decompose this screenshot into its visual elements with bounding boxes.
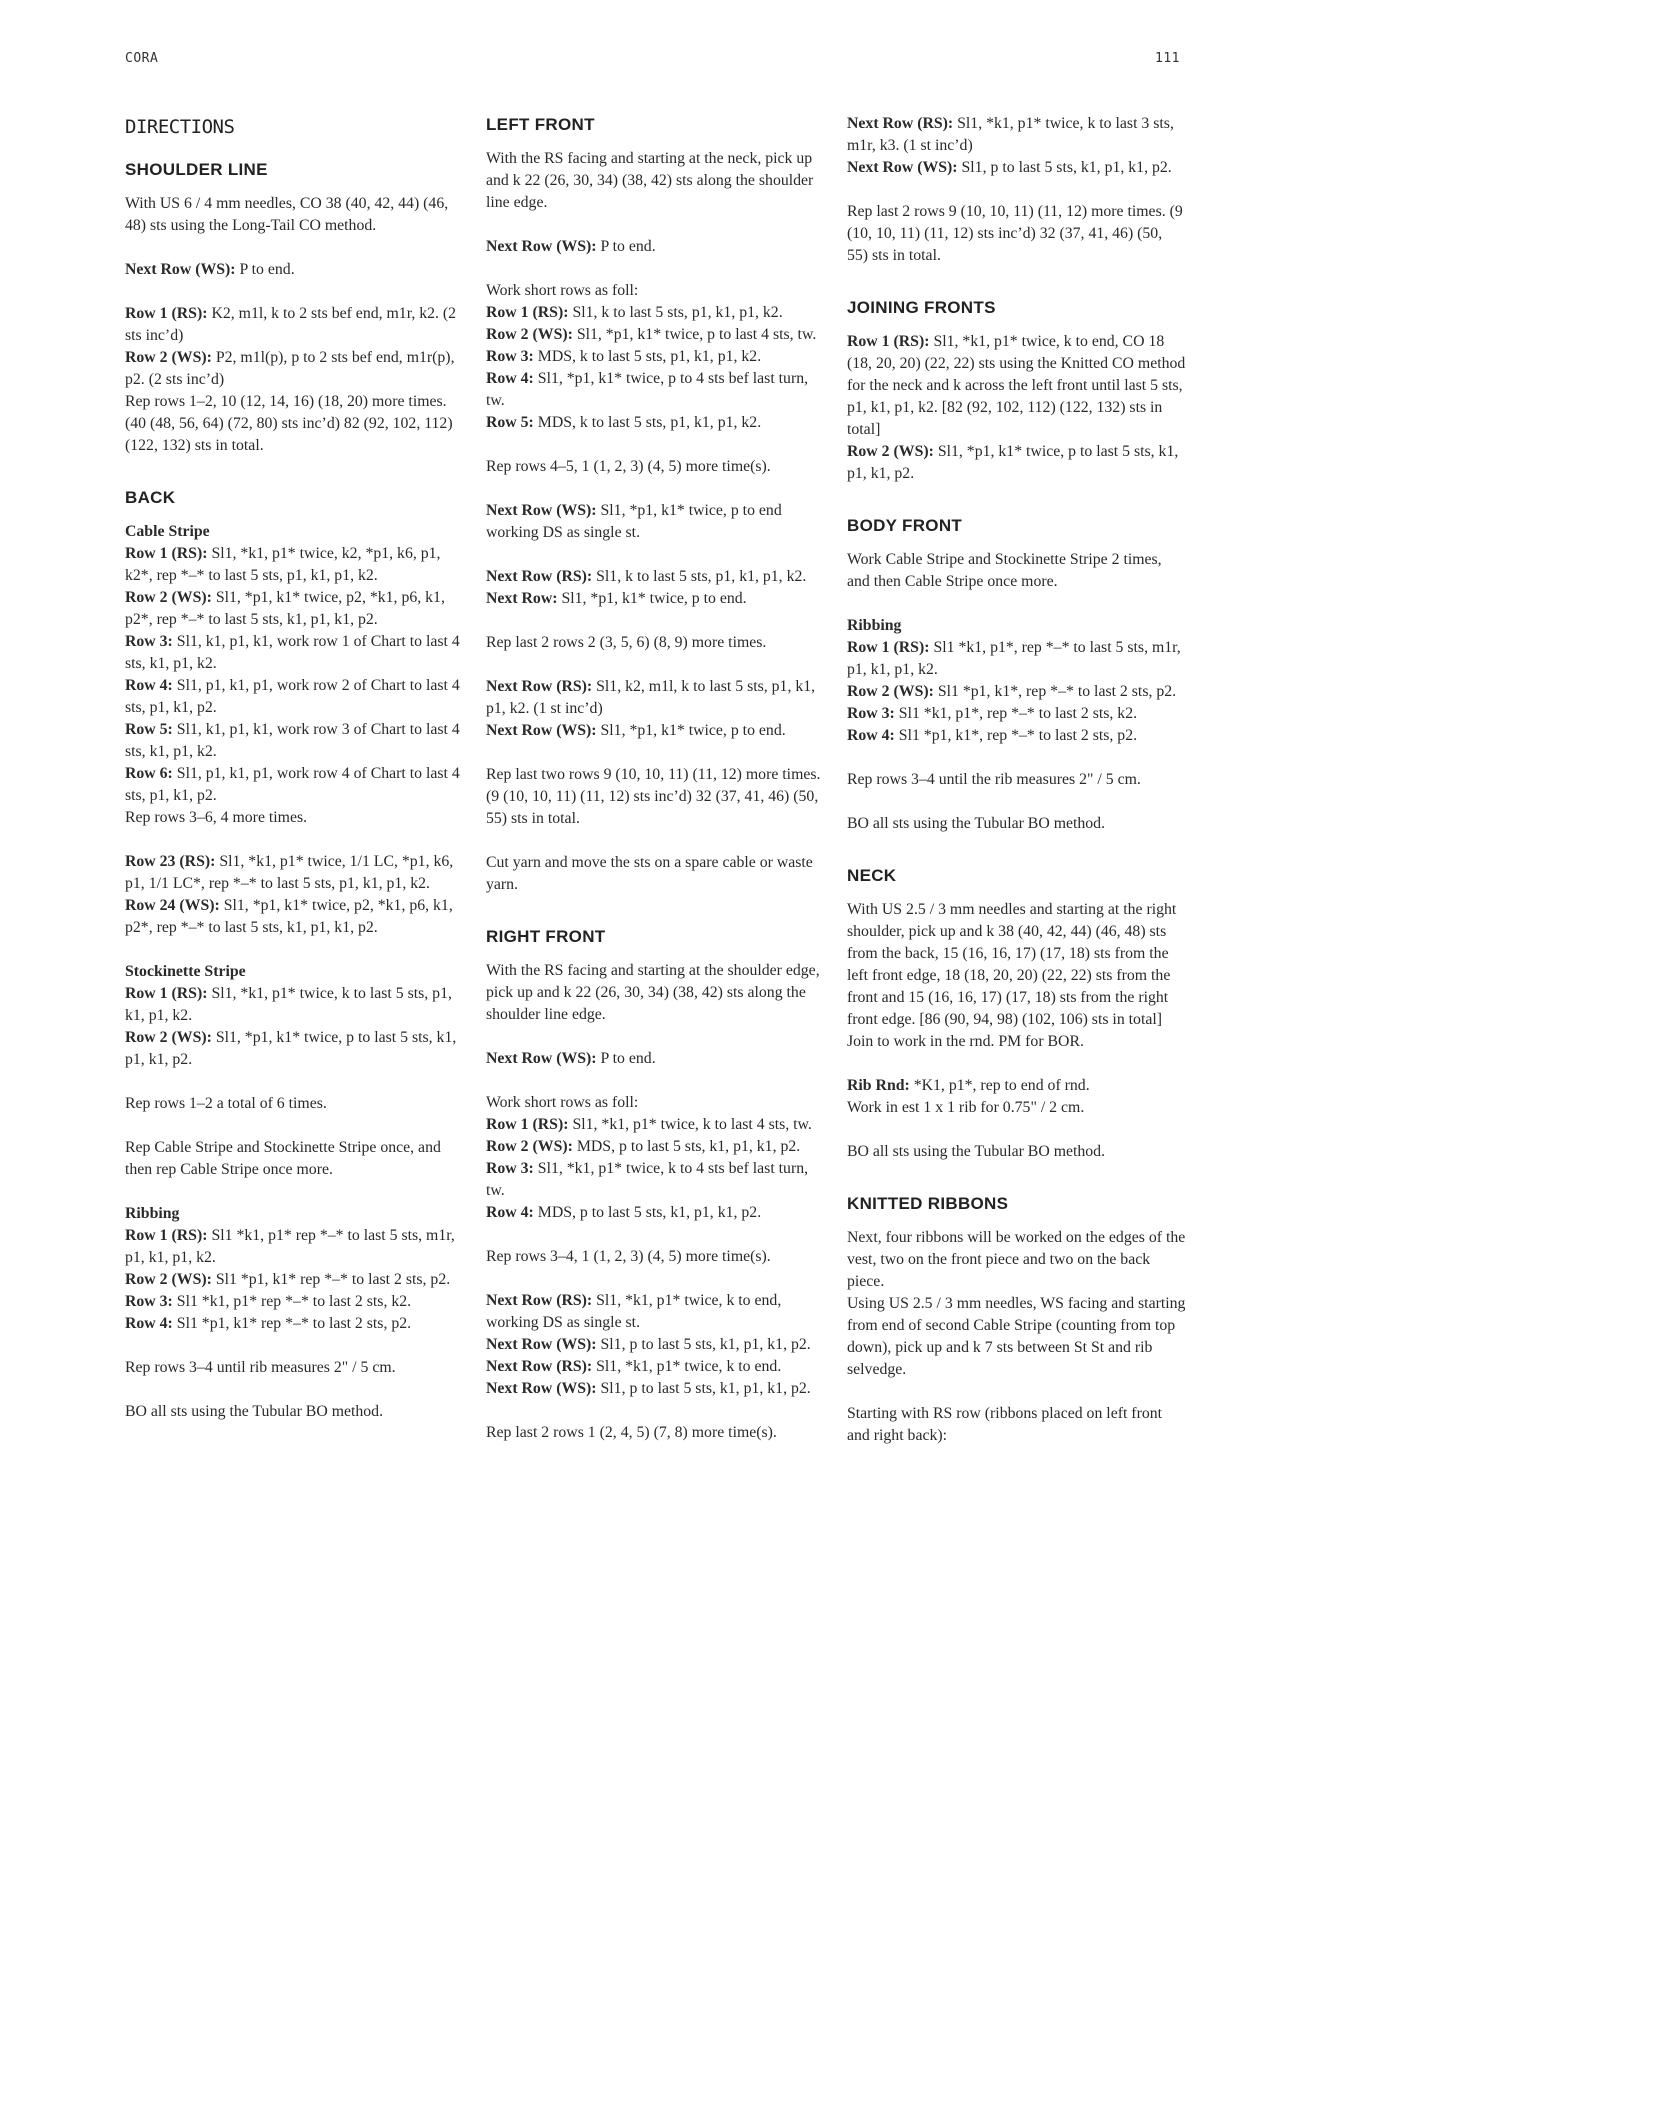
instruction-row: Row 5: MDS, k to last 5 sts, p1, k1, p1, k2. — [486, 414, 762, 431]
directions-heading: DIRECTIONS — [125, 116, 235, 138]
ribbing-subheading: Ribbing — [125, 1205, 180, 1222]
cut-yarn-note: Cut yarn and move the sts on a spare cable or waste yarn. — [486, 854, 813, 893]
instruction-row: Row 2 (WS): Sl1, *p1, k1* twice, p to last 4 sts, tw. — [486, 326, 817, 343]
instruction-row: Next Row (WS): Sl1, p to last 5 sts, k1, p1, k1, p2. — [847, 159, 1172, 176]
instruction-repeat: Rep last 2 rows 9 (10, 10, 11) (11, 12) more times. (9 (10, 10, 11) (11, 12) sts inc’d) 32 (37, 41, 46) (50, 55) sts in total. — [847, 203, 1183, 264]
instruction-repeat: Rep rows 1–2 a total of 6 times. — [125, 1095, 327, 1112]
instruction-repeat: Rep rows 3–4 until the rib measures 2" / 5 cm. — [847, 771, 1141, 788]
back-heading: BACK — [125, 488, 176, 507]
page-number: 111 — [1155, 51, 1180, 66]
bind-off-note: BO all sts using the Tubular BO method. — [847, 1143, 1106, 1160]
instruction-repeat: Rep last two rows 9 (10, 10, 11) (11, 12) more times. (9 (10, 10, 11) (11, 12) sts inc’d) 32 (37, 41, 46) (50, 55) sts in total. — [486, 766, 821, 827]
instruction-repeat: Rep rows 4–5, 1 (1, 2, 3) (4, 5) more time(s). — [486, 458, 771, 475]
instruction-row: Next Row (RS): Sl1, k2, m1l, k to last 5 sts, p1, k1, p1, k2. (1 st inc’d) — [486, 678, 816, 717]
instruction-repeat: Rep Cable Stripe and Stockinette Stripe once, and then rep Cable Stripe once more. — [125, 1139, 441, 1178]
instruction-row: Next Row (RS): Sl1, k to last 5 sts, p1, k1, p1, k2. — [486, 568, 807, 585]
instruction-row: Row 5: Sl1, k1, p1, k1, work row 3 of Chart to last 4 sts, k1, p1, k2. — [125, 721, 460, 760]
instruction-row: Next Row (WS): P to end. — [486, 1050, 656, 1067]
neck-intro: With US 2.5 / 3 mm needles and starting at the right shoulder, pick up and k 38 (40, 42, 44) (46, 48) sts from the back, 15 (16, 16, 17) (17, 18) sts from the left front edge, 18 (18, 20, 20) (22, 22) sts from the front and 15 (16, 16, 17) (17, 18) sts from the right front edge. [86 (90, 94, 98) (102, 106) sts in total] — [847, 901, 1177, 1028]
shoulder-line-heading: SHOULDER LINE — [125, 160, 268, 179]
instruction-row: Next Row (WS): Sl1, *p1, k1* twice, p to end. — [486, 722, 786, 739]
instruction-row: Row 6: Sl1, p1, k1, p1, work row 4 of Chart to last 4 sts, p1, k1, p2. — [125, 765, 460, 804]
body-front-intro: Work Cable Stripe and Stockinette Stripe 2 times, and then Cable Stripe once more. — [847, 551, 1162, 590]
cable-stripe-subheading: Cable Stripe — [125, 523, 210, 540]
instruction-row: Row 4: Sl1, *p1, k1* twice, p to 4 sts bef last turn, tw. — [486, 370, 809, 409]
instruction-row: Row 1 (RS): Sl1 *k1, p1*, rep *–* to last 5 sts, m1r, p1, k1, p1, k2. — [847, 639, 1181, 678]
instruction-row: Row 2 (WS): P2, m1l(p), p to 2 sts bef end, m1r(p), p2. (2 sts inc’d) — [125, 349, 455, 388]
instruction-row: Next Row: Sl1, *p1, k1* twice, p to end. — [486, 590, 747, 607]
instruction-row: Row 2 (WS): Sl1, *p1, k1* twice, p to last 5 sts, k1, p1, k1, p2. — [847, 443, 1179, 482]
instruction-row: Next Row (WS): P to end. — [125, 261, 295, 278]
instruction-row: Row 1 (RS): Sl1, *k1, p1* twice, k to last 4 sts, tw. — [486, 1116, 812, 1133]
right-front-intro: With the RS facing and starting at the shoulder edge, pick up and k 22 (26, 30, 34) (38, 42) sts along the shoulder line edge. — [486, 962, 820, 1023]
instruction-repeat: Rep last 2 rows 2 (3, 5, 6) (8, 9) more times. — [486, 634, 767, 651]
instruction-row: Next Row (WS): Sl1, p to last 5 sts, k1, p1, k1, p2. — [486, 1380, 811, 1397]
running-head-title: CORA — [125, 51, 159, 66]
instruction-row: Row 2 (WS): MDS, p to last 5 sts, k1, p1, k1, p2. — [486, 1138, 801, 1155]
ribbons-intro: Next, four ribbons will be worked on the edges of the vest, two on the front piece and two on the back piece. — [847, 1229, 1186, 1290]
instruction-row: Row 3: Sl1 *k1, p1*, rep *–* to last 2 sts, k2. — [847, 705, 1138, 722]
instruction-repeat: Rep rows 1–2, 10 (12, 14, 16) (18, 20) more times. (40 (48, 56, 64) (72, 80) sts inc’d) 82 (92, 102, 112) (122, 132) sts in total. — [125, 393, 453, 454]
instruction-row: Next Row (RS): Sl1, *k1, p1* twice, k to end, working DS as single st. — [486, 1292, 782, 1331]
instruction-row: Next Row (RS): Sl1, *k1, p1* twice, k to last 3 sts, m1r, k3. (1 st inc’d) — [847, 115, 1174, 154]
knitted-ribbons-heading: KNITTED RIBBONS — [847, 1194, 1009, 1213]
short-rows-note: Work short rows as foll: — [486, 1094, 639, 1111]
instruction-row: Row 2 (WS): Sl1, *p1, k1* twice, p to last 5 sts, k1, p1, k1, p2. — [125, 1029, 457, 1068]
instruction-row: Next Row (WS): Sl1, p to last 5 sts, k1, p1, k1, p2. — [486, 1336, 811, 1353]
neck-heading: NECK — [847, 866, 897, 885]
instruction-row: Row 1 (RS): Sl1, *k1, p1* twice, k2, *p1, k6, p1, k2*, rep *–* to last 5 sts, p1, k1, p1, k2. — [125, 545, 441, 584]
instruction-row: Rib Rnd: *K1, p1*, rep to end of rnd. — [847, 1077, 1090, 1094]
instruction-row: Row 4: MDS, p to last 5 sts, k1, p1, k1, p2. — [486, 1204, 762, 1221]
instruction-row: Row 24 (WS): Sl1, *p1, k1* twice, p2, *k1, p6, k1, p2*, rep *–* to last 5 sts, k1, p1, k1, p2. — [125, 897, 453, 936]
instruction-row: Row 3: Sl1, k1, p1, k1, work row 1 of Chart to last 4 sts, k1, p1, k2. — [125, 633, 460, 672]
column-3 — [847, 113, 1187, 1447]
ribbons-start-note: Starting with RS row (ribbons placed on left front and right back): — [847, 1405, 1163, 1444]
instruction-row: Row 1 (RS): Sl1 *k1, p1* rep *–* to last 5 sts, m1r, p1, k1, p1, k2. — [125, 1227, 455, 1266]
instruction-repeat: Rep last 2 rows 1 (2, 4, 5) (7, 8) more time(s). — [486, 1424, 777, 1441]
instruction-repeat: Rep rows 3–6, 4 more times. — [125, 809, 308, 826]
instruction-row: Row 3: Sl1, *k1, p1* twice, k to 4 sts bef last turn, tw. — [486, 1160, 809, 1199]
joining-fronts-heading: JOINING FRONTS — [847, 298, 996, 317]
shoulder-line-intro: With US 6 / 4 mm needles, CO 38 (40, 42, 44) (46, 48) sts using the Long-Tail CO method. — [125, 195, 449, 234]
instruction-row: Next Row (WS): P to end. — [486, 238, 656, 255]
instruction-row: Row 4: Sl1 *p1, k1* rep *–* to last 2 sts, p2. — [125, 1315, 412, 1332]
column-2 — [486, 113, 826, 1444]
instruction-row: Row 2 (WS): Sl1, *p1, k1* twice, p2, *k1, p6, k1, p2*, rep *–* to last 5 sts, k1, p1, k1, p2. — [125, 589, 445, 628]
instruction-repeat: Rep rows 3–4, 1 (1, 2, 3) (4, 5) more time(s). — [486, 1248, 771, 1265]
short-rows-note: Work short rows as foll: — [486, 282, 639, 299]
instruction-row: Row 2 (WS): Sl1 *p1, k1*, rep *–* to last 2 sts, p2. — [847, 683, 1177, 700]
right-front-heading: RIGHT FRONT — [486, 927, 606, 946]
instruction-row: Row 1 (RS): Sl1, *k1, p1* twice, k to last 5 sts, p1, k1, p1, k2. — [125, 985, 452, 1024]
instruction-row: Row 1 (RS): K2, m1l, k to 2 sts bef end, m1r, k2. (2 sts inc’d) — [125, 305, 457, 344]
left-front-heading: LEFT FRONT — [486, 115, 595, 134]
instruction-row: Row 3: Sl1 *k1, p1* rep *–* to last 2 sts, k2. — [125, 1293, 412, 1310]
instruction-row: Row 3: MDS, k to last 5 sts, p1, k1, p1, k2. — [486, 348, 762, 365]
neck-rib-note: Work in est 1 x 1 rib for 0.75" / 2 cm. — [847, 1099, 1085, 1116]
instruction-row: Row 4: Sl1 *p1, k1*, rep *–* to last 2 sts, p2. — [847, 727, 1138, 744]
ribbons-pickup: Using US 2.5 / 3 mm needles, WS facing and starting from end of second Cable Stripe (counting from top down), pick up and k 7 sts between St St and rib selvedge. — [847, 1295, 1186, 1378]
instruction-row: Next Row (WS): Sl1, *p1, k1* twice, p to end working DS as single st. — [486, 502, 782, 541]
instruction-row: Row 2 (WS): Sl1 *p1, k1* rep *–* to last 2 sts, p2. — [125, 1271, 451, 1288]
instruction-row: Next Row (RS): Sl1, *k1, p1* twice, k to end. — [486, 1358, 782, 1375]
left-front-intro: With the RS facing and starting at the neck, pick up and k 22 (26, 30, 34) (38, 42) sts along the shoulder line edge. — [486, 150, 814, 211]
column-1 — [125, 113, 465, 1423]
instruction-repeat: Rep rows 3–4 until rib measures 2" / 5 cm. — [125, 1359, 396, 1376]
instruction-row: Row 1 (RS): Sl1, *k1, p1* twice, k to end, CO 18 (18, 20, 20) (22, 22) sts using the Knitted CO method for the neck and k across the left front until last 5 sts, p1, k1, p1, k2. [82 (92, 102, 112) (122, 132) sts in total] — [847, 333, 1186, 438]
bind-off-note: BO all sts using the Tubular BO method. — [847, 815, 1106, 832]
instruction-row: Row 1 (RS): Sl1, k to last 5 sts, p1, k1, p1, k2. — [486, 304, 783, 321]
neck-join-note: Join to work in the rnd. PM for BOR. — [847, 1033, 1084, 1050]
instruction-row: Row 4: Sl1, p1, k1, p1, work row 2 of Chart to last 4 sts, p1, k1, p2. — [125, 677, 460, 716]
body-front-heading: BODY FRONT — [847, 516, 963, 535]
bind-off-note: BO all sts using the Tubular BO method. — [125, 1403, 384, 1420]
stockinette-stripe-subheading: Stockinette Stripe — [125, 963, 246, 980]
instruction-row: Row 23 (RS): Sl1, *k1, p1* twice, 1/1 LC, *p1, k6, p1, 1/1 LC*, rep *–* to last 5 sts, p1, k1, p1, k2. — [125, 853, 454, 892]
ribbing-subheading: Ribbing — [847, 617, 902, 634]
